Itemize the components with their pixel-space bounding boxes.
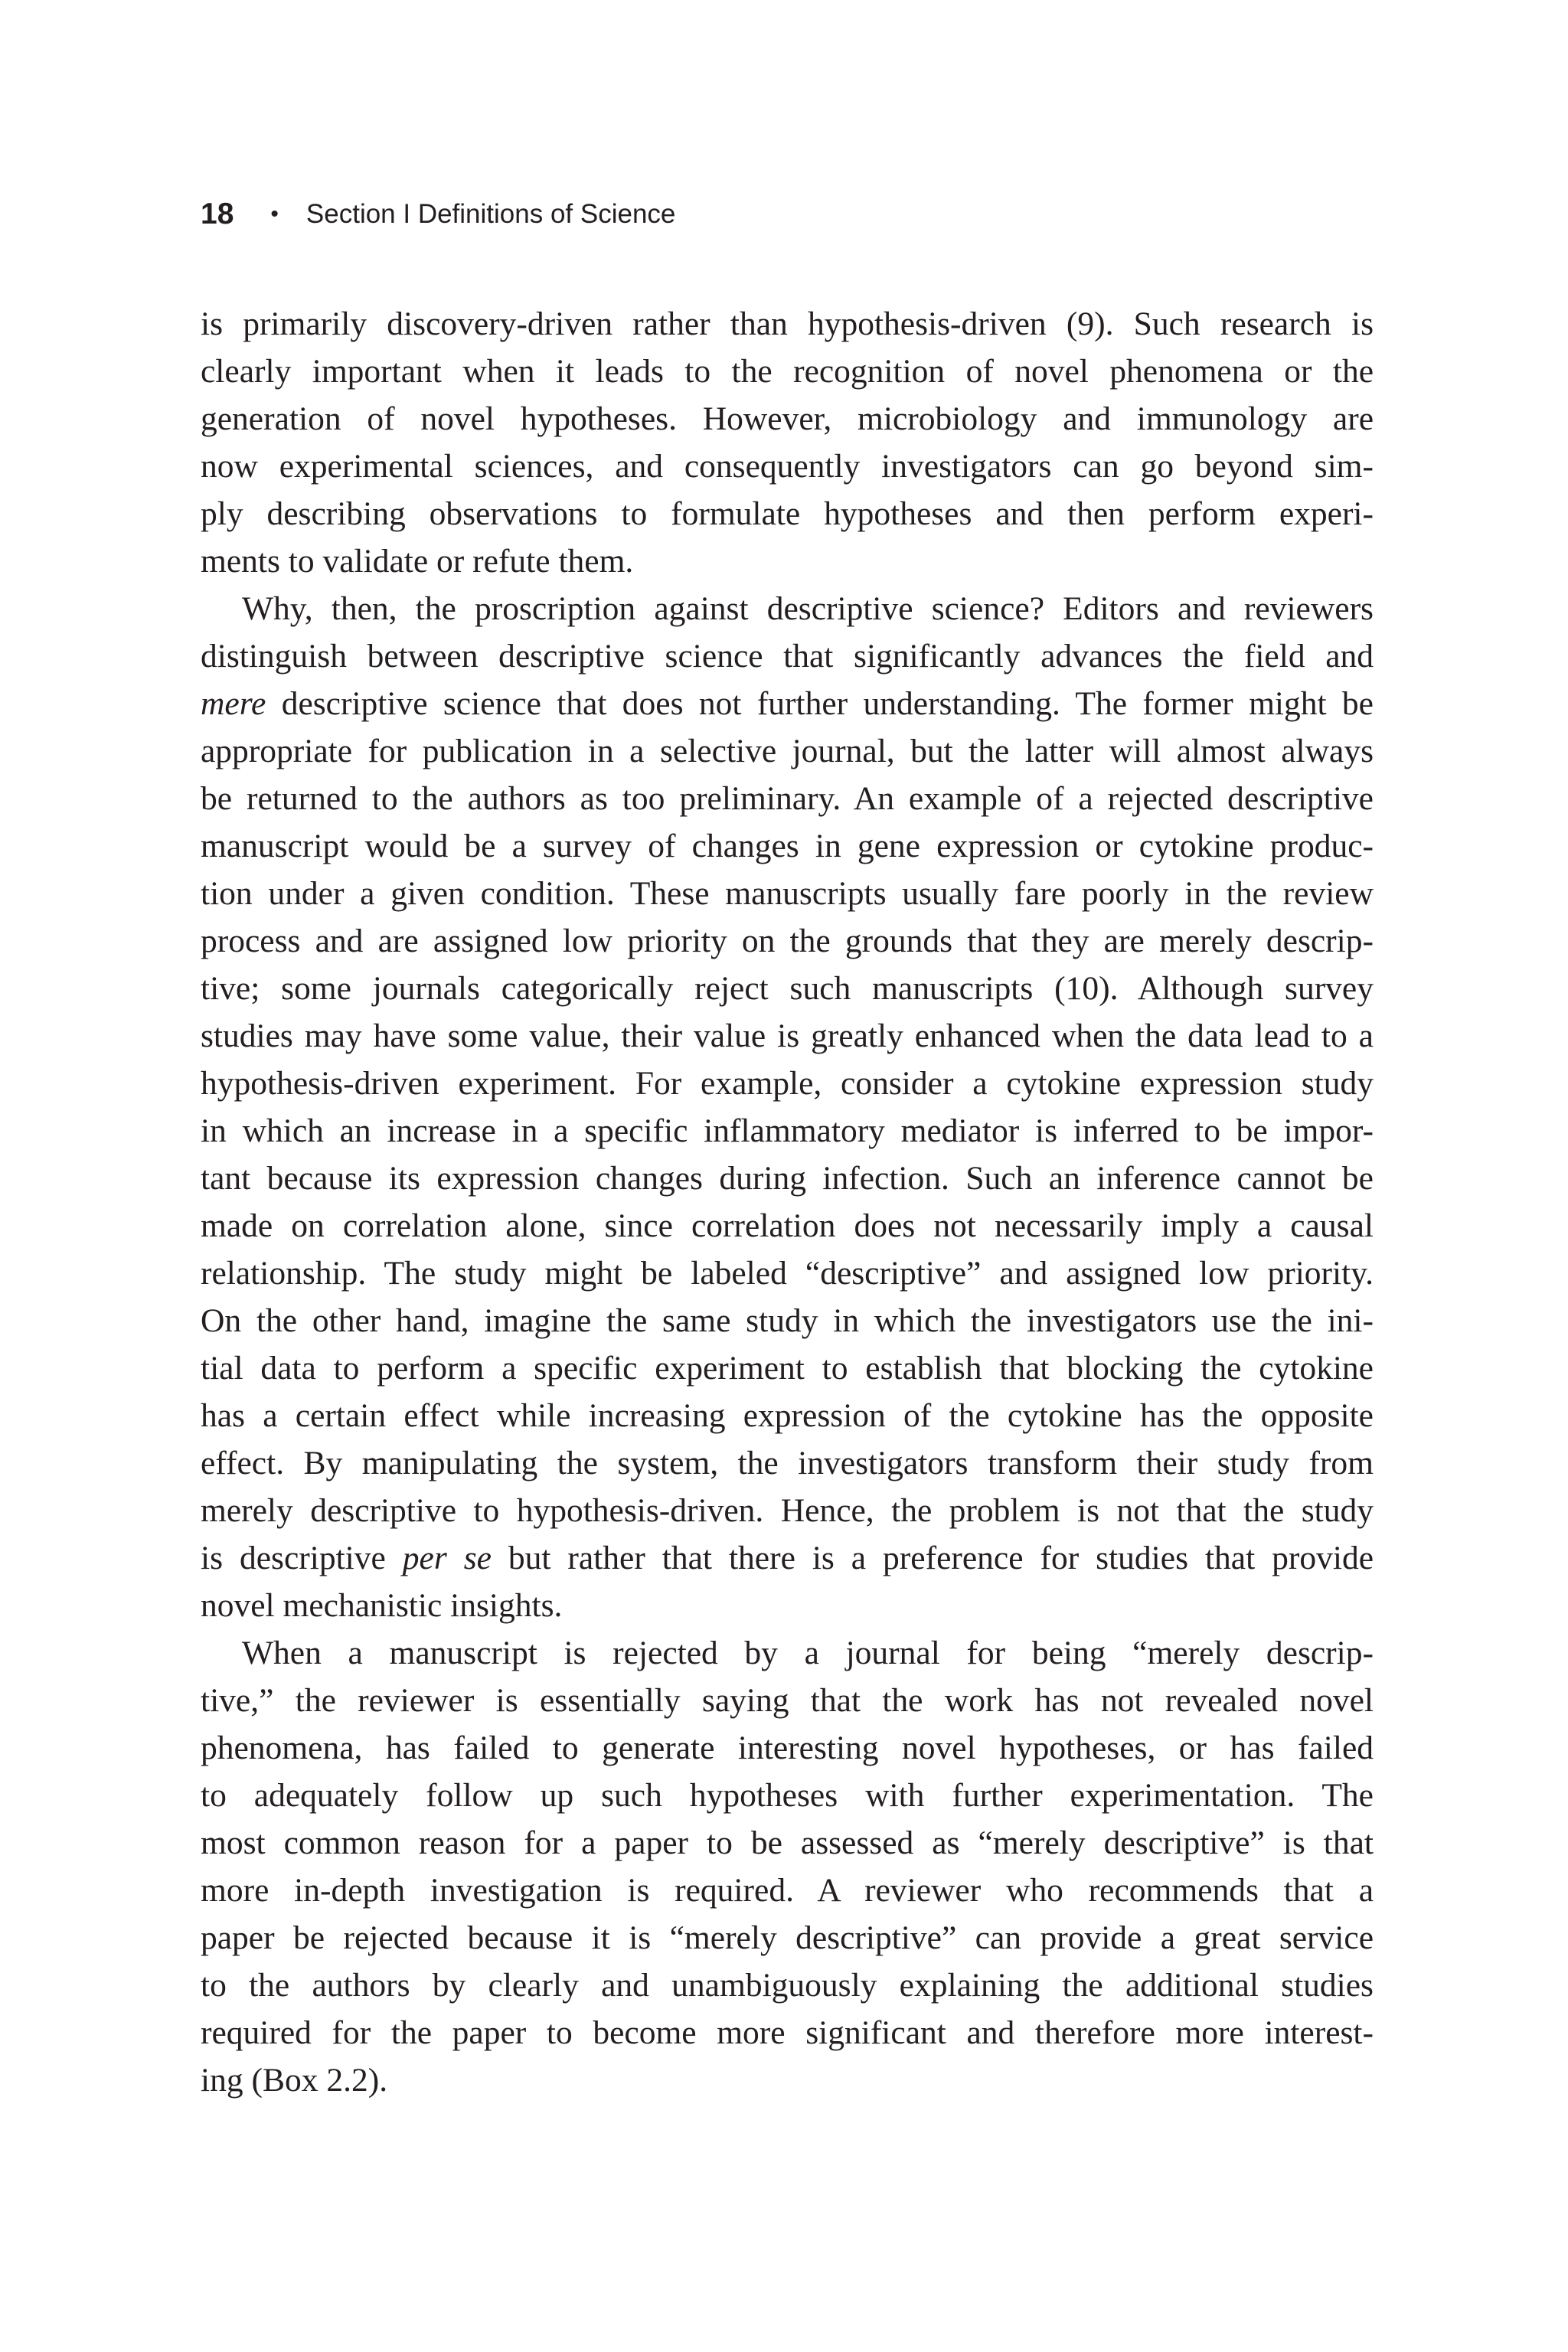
text-line [201,1534,1374,1582]
text-line: required for the paper to become more significant and therefore more interest- [201,2014,1374,2051]
text-line: to adequately follow up such hypotheses with further experimentation. The [201,1777,1374,1814]
text-line: to the authors by clearly and unambiguously explaining the additional studies [201,1967,1374,2004]
text-line: studies may have some value, their value is greatly enhanced when the data lead to a [201,1018,1374,1054]
page-number: 18 [201,198,234,230]
text-line: distinguish between descriptive science that significantly advances the field and [201,638,1374,675]
text-line: tant because its expression changes during infection. Such an inference cannot be [201,1160,1374,1197]
text-line: has a certain effect while increasing expression of the cytokine has the opposite [201,1397,1374,1434]
text-segment: is descriptive [201,1540,403,1576]
text-line: clearly important when it leads to the recognition of novel phenomena or the [201,353,1374,390]
text-line: appropriate for publication in a selective journal, but the latter will almost always [201,733,1374,769]
text-line: be returned to the authors as too preliminary. An example of a rejected descriptive [201,780,1374,817]
text-line: hypothesis-driven experiment. For example, consider a cytokine expression study [201,1065,1374,1102]
paragraph [201,585,1374,1629]
text-line: tive,” the reviewer is essentially saying that the work has not revealed novel [201,1682,1374,1719]
text-line: tive; some journals categorically reject such manuscripts (10). Although survey [201,970,1374,1007]
text-line: tial data to perform a specific experiment to establish that blocking the cytokine [201,1350,1374,1387]
body-text [201,300,1374,2104]
header-separator: • [270,201,279,227]
text-line: process and are assigned low priority on the grounds that they are merely descrip- [201,923,1374,959]
text-line: ply describing observations to formulate hypotheses and then perform experi- [201,495,1374,532]
italic-term: per se [402,1540,492,1576]
text-line: When a manuscript is rejected by a journal for being “merely descrip- [242,1635,1374,1671]
text-line: ing (Box 2.2). [201,2062,388,2099]
text-line: ments to validate or refute them. [201,543,634,580]
text-line: now experimental sciences, and consequently investigators can go beyond sim- [201,448,1374,485]
text-line: in which an increase in a specific inflammatory mediator is inferred to be impor- [201,1112,1374,1149]
text-line: On the other hand, imagine the same study in which the investigators use the ini- [201,1302,1374,1339]
text-line [201,680,1374,727]
text-line: tion under a given condition. These manuscripts usually fare poorly in the review [201,875,1374,912]
text-line: is primarily discovery-driven rather than hypothesis-driven (9). Such research is [201,305,1374,342]
text-line: manuscript would be a survey of changes in gene expression or cytokine produc- [201,828,1374,864]
text-line: most common reason for a paper to be assessed as “merely descriptive” is that [201,1824,1374,1861]
text-line: paper be rejected because it is “merely descriptive” can provide a great service [201,1919,1374,1956]
text-line: made on correlation alone, since correlation does not necessarily imply a causal [201,1207,1374,1244]
text-line: effect. By manipulating the system, the investigators transform their study from [201,1445,1374,1481]
text-line: generation of novel hypotheses. However, microbiology and immunology are [201,400,1374,437]
paragraph [201,300,1374,585]
text-line: phenomena, has failed to generate interesting novel hypotheses, or has failed [201,1730,1374,1766]
italic-term: mere [201,685,266,722]
text-line: relationship. The study might be labeled “descriptive” and assigned low priority. [201,1255,1374,1292]
text-line: novel mechanistic insights. [201,1587,563,1624]
text-line: merely descriptive to hypothesis-driven. Hence, the problem is not that the study [201,1492,1374,1529]
paragraph [201,1629,1374,2104]
section-title: Section I Definitions of Science [305,199,676,229]
text-line: more in-depth investigation is required. A reviewer who recommends that a [201,1872,1374,1909]
running-head [201,193,675,236]
text-segment: but rather that there is a preference for studies that provide [491,1540,1374,1576]
text-segment: descriptive science that does not further understanding. The former might be [266,685,1374,722]
text-line: Why, then, the proscription against descriptive science? Editors and reviewers [242,590,1374,627]
